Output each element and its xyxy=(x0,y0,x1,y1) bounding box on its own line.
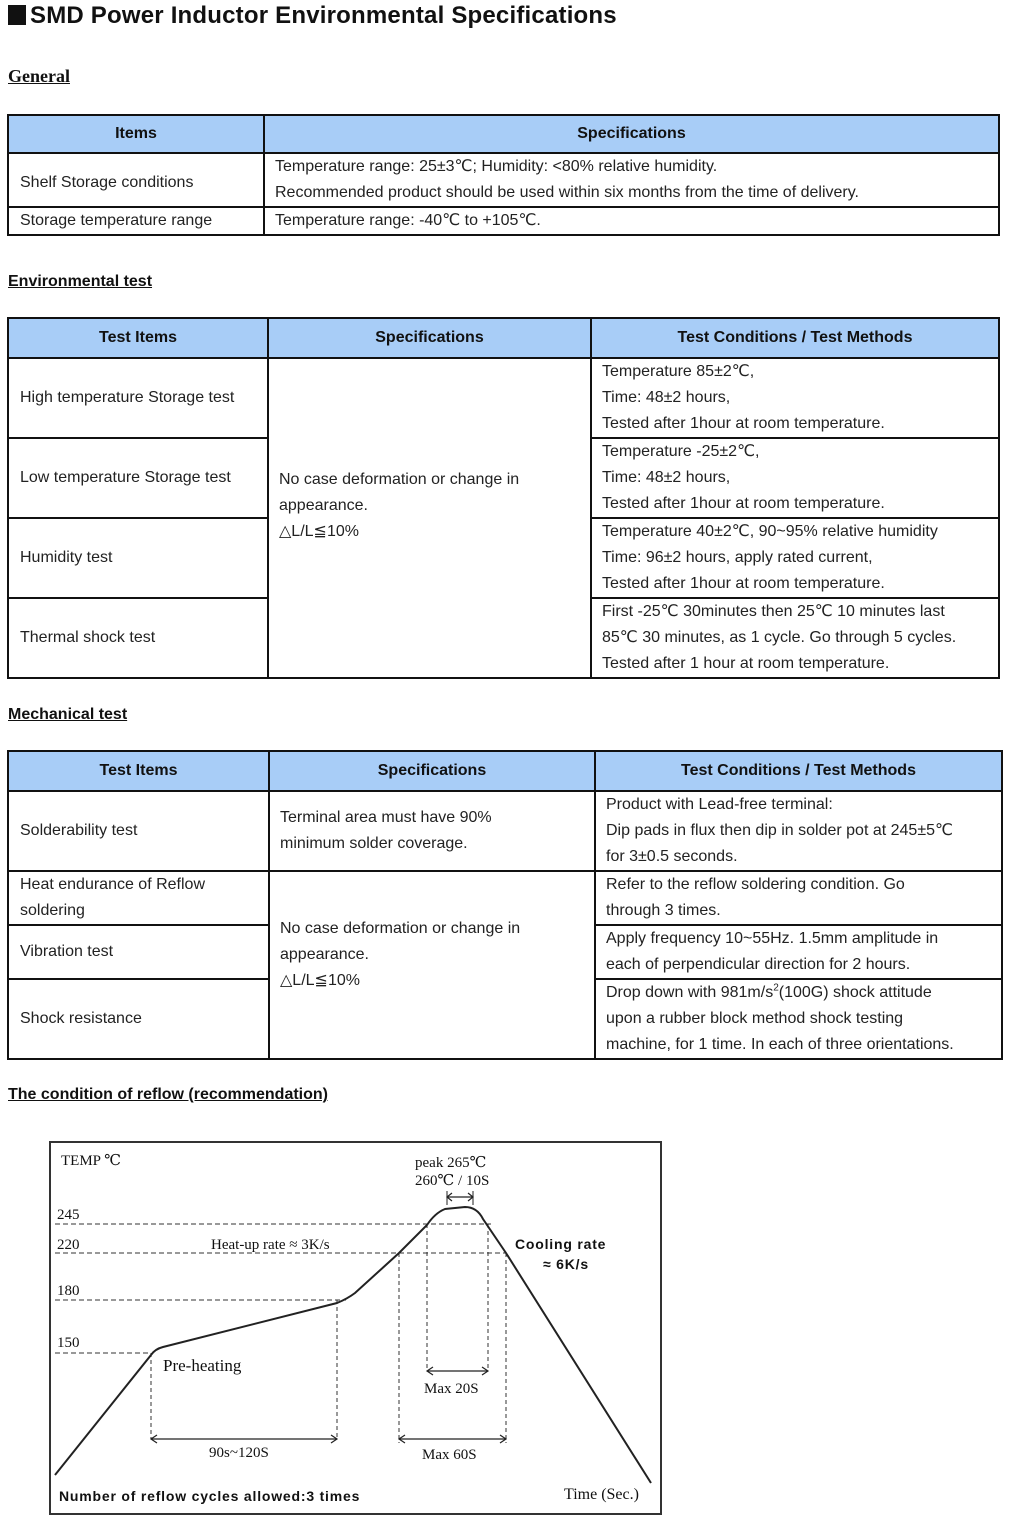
conditions-cell: Temperature 85±2℃, Time: 48±2 hours, Tested after 1hour at room temperature. xyxy=(591,358,999,438)
item-cell: Low temperature Storage test xyxy=(8,438,268,518)
item-cell: Shelf Storage conditions xyxy=(8,153,264,207)
spec-cell: No case deformation or change in appearance. △L/L≦10% xyxy=(268,358,591,678)
conditions-cell: Product with Lead-free terminal: Dip pads in flux then dip in solder pot at 245±5℃ for 3±0.5 seconds. xyxy=(595,791,1002,871)
conditions-cell: Temperature 40±2℃, 90~95% relative humidity Time: 96±2 hours, apply rated current, Tested after 1hour at room temperature. xyxy=(591,518,999,598)
table-row xyxy=(8,207,999,235)
item-cell: Thermal shock test xyxy=(8,598,268,678)
item-cell: Vibration test xyxy=(8,925,269,979)
column-header: Test Items xyxy=(8,751,269,791)
reflow-heading: The condition of reflow (recommendation) xyxy=(8,1086,328,1103)
tick-label: 180 xyxy=(57,1283,80,1299)
column-header: Specifications xyxy=(264,115,999,153)
item-cell: Shock resistance xyxy=(8,979,269,1059)
general-table xyxy=(7,114,1000,236)
table-row xyxy=(8,153,999,207)
peak-hold-label: 260℃ / 10S xyxy=(415,1173,490,1189)
conditions-cell: First -25℃ 30minutes then 25℃ 10 minutes last 85℃ 30 minutes, as 1 cycle. Go through 5 cycles. Tested after 1 hour at room temperature. xyxy=(591,598,999,678)
spec-cell: Temperature range: -40℃ to +105℃. xyxy=(264,207,999,235)
conditions-cell: Refer to the reflow soldering condition. Go through 3 times. xyxy=(595,871,1002,925)
item-cell: Solderability test xyxy=(8,791,269,871)
spec-cell: Temperature range: 25±3℃; Humidity: <80% relative humidity. Recommended product should be used within six months from the time of delivery. xyxy=(264,153,999,207)
heatup-label: Heat-up rate ≈ 3K/s xyxy=(211,1237,330,1253)
column-header: Test Conditions / Test Methods xyxy=(591,318,999,358)
square-bullet-icon xyxy=(8,5,26,25)
table-row xyxy=(8,791,1002,871)
column-header: Specifications xyxy=(268,318,591,358)
y-axis-label: TEMP ℃ xyxy=(61,1153,121,1169)
x-axis-label: Time (Sec.) xyxy=(564,1486,639,1503)
reflow-profile-chart xyxy=(49,1141,662,1515)
table-row xyxy=(8,358,999,438)
item-cell: Humidity test xyxy=(8,518,268,598)
item-cell: High temperature Storage test xyxy=(8,358,268,438)
cooling-rate-label: ≈ 6K/s xyxy=(543,1256,589,1272)
item-cell: Storage temperature range xyxy=(8,207,264,235)
max60-label: Max 60S xyxy=(422,1447,477,1463)
column-header: Test Items xyxy=(8,318,268,358)
conditions-cell: Apply frequency 10~55Hz. 1.5mm amplitude in each of perpendicular direction for 2 hours. xyxy=(595,925,1002,979)
peak-label: peak 265℃ xyxy=(415,1155,487,1171)
tick-label: 220 xyxy=(57,1237,80,1253)
mechanical-table xyxy=(7,750,1003,1060)
tick-label: 150 xyxy=(57,1335,80,1351)
spec-cell: No case deformation or change in appearance. △L/L≦10% xyxy=(269,871,595,1059)
spec-cell: Terminal area must have 90% minimum solder coverage. xyxy=(269,791,595,871)
tick-label: 245 xyxy=(57,1207,80,1223)
environmental-heading: Environmental test xyxy=(8,273,153,290)
conditions-cell: Temperature -25±2℃, Time: 48±2 hours, Tested after 1hour at room temperature. xyxy=(591,438,999,518)
column-header: Specifications xyxy=(269,751,595,791)
max20-label: Max 20S xyxy=(424,1381,479,1397)
column-header: Test Conditions / Test Methods xyxy=(595,751,1002,791)
mechanical-heading: Mechanical test xyxy=(8,706,128,723)
general-heading: General xyxy=(8,66,70,86)
reflow-profile-svg xyxy=(51,1143,656,1509)
preheat-label: Pre-heating xyxy=(163,1356,242,1375)
environmental-table xyxy=(7,317,1000,679)
item-cell: Heat endurance of Reflow soldering xyxy=(8,871,269,925)
reflow-cycles-note: Number of reflow cycles allowed:3 times xyxy=(59,1488,361,1504)
column-header: Items xyxy=(8,115,264,153)
table-row xyxy=(8,871,1002,925)
page-title: SMD Power Inductor Environmental Specifications xyxy=(8,2,617,30)
cooling-label: Cooling rate xyxy=(515,1236,607,1252)
preheat-time-label: 90s~120S xyxy=(209,1445,269,1461)
conditions-cell: Drop down with $981m/s^2(100G)$ shock attitude upon a rubber block method shock testing machine, for 1 time. In each of three orientations. xyxy=(595,979,1002,1059)
